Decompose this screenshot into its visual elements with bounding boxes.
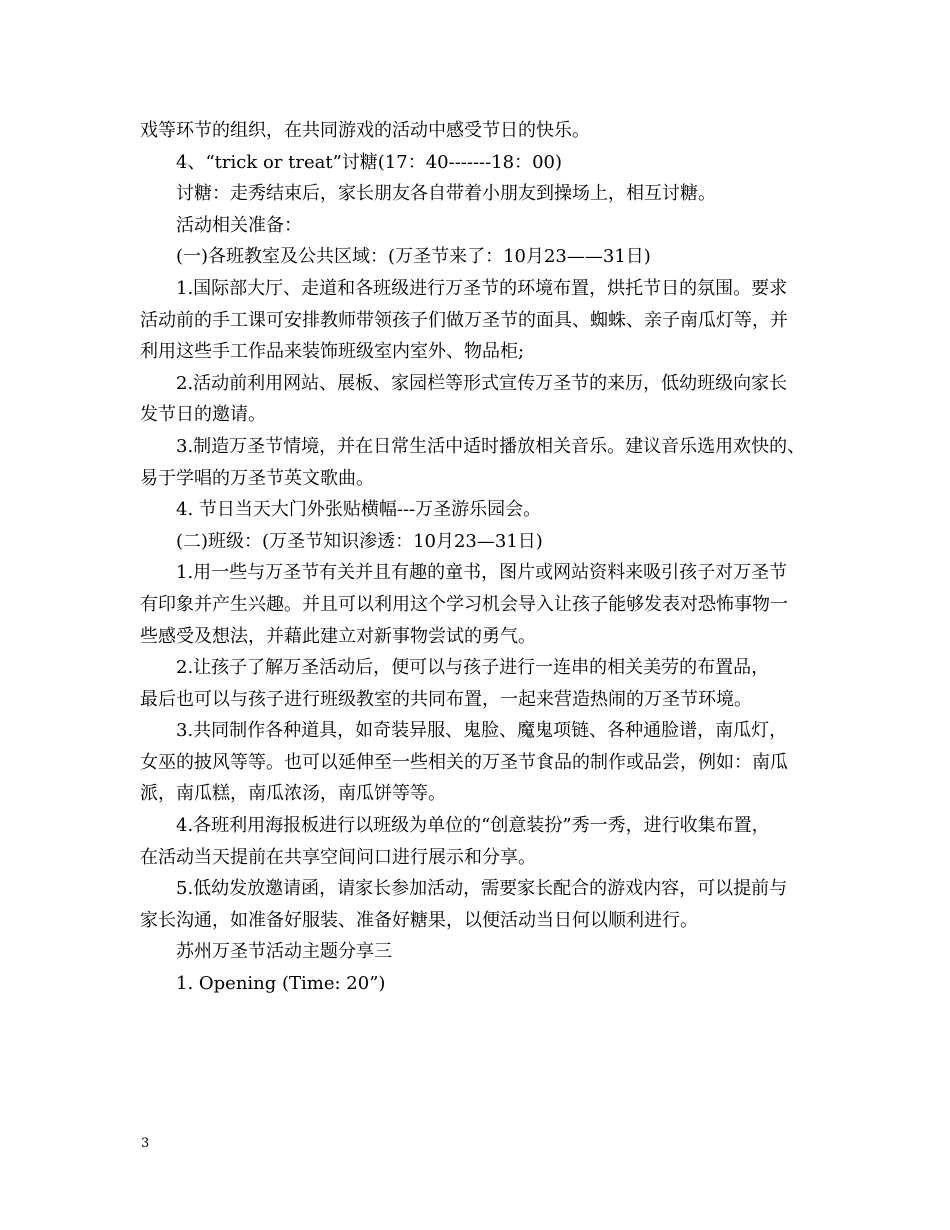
text-line: 4、“trick or treat”讨糖(17：40-------18：00) [176,151,563,173]
text-line: 3.制造万圣节情境，并在日常生活中适时播放相关音乐。建议音乐选用欢快的、 [176,435,806,457]
text-line: 2.让孩子了解万圣活动后，便可以与孩子进行一连串的相关美劳的布置品， [176,657,770,679]
text-line: 1.国际部大厅、走道和各班级进行万圣节的环境布置，烘托节日的氛围。要求 [176,277,788,299]
text-line: (二)班级：(万圣节知识渗透：10月23—31日) [176,530,543,552]
text-line: 3.共同制作各种道具，如奇装异服、鬼脸、魔鬼项链、各种通脸谱，南瓜灯， [176,720,788,742]
text-line: 4.各班利用海报板进行以班级为单位的“创意装扮”秀一秀，进行收集布置， [176,815,770,837]
text-line: 发节日的邀请。 [140,404,266,426]
page-number: 3 [141,1136,150,1151]
text-line: 1. Opening (Time: 20”) [176,973,386,995]
text-line: 最后也可以与孩子进行班级教室的共同布置，一起来营造热闹的万圣节环境。 [140,688,752,710]
text-line: (一)各班教室及公共区域：(万圣节来了：10月23——31日) [176,246,651,268]
text-line: 家长沟通，如准备好服装、准备好糖果，以便活动当日何以顺利进行。 [140,909,698,931]
text-line: 2.活动前利用网站、展板、家园栏等形式宣传万圣节的来历，低幼班级向家长 [176,372,788,394]
text-line: 活动前的手工课可安排教师带领孩子们做万圣节的面具、蜘蛛、亲子南瓜灯等，并 [140,309,788,331]
text-line: 1.用一些与万圣节有关并且有趣的童书，图片或网站资料来吸引孩子对万圣节 [176,562,788,584]
text-line: 4. 节日当天大门外张贴横幅---万圣游乐园会。 [176,499,542,521]
text-line: 苏州万圣节活动主题分享三 [176,941,392,963]
text-line: 些感受及想法，并藉此建立对新事物尝试的勇气。 [140,625,536,647]
text-line: 利用这些手工作品来装饰班级室内室外、物品柜; [140,341,525,363]
text-line: 派，南瓜糕，南瓜浓汤，南瓜饼等等。 [140,783,446,805]
text-line: 在活动当天提前在共享空间问口进行展示和分享。 [140,846,536,868]
text-line: 讨糖：走秀结束后，家长朋友各自带着小朋友到操场上，相互讨糖。 [176,183,716,205]
body-text [140,115,830,1000]
text-line: 活动相关准备： [176,214,302,236]
text-line: 有印象并产生兴趣。并且可以利用这个学习机会导入让孩子能够发表对恐怖事物一 [140,593,788,615]
text-line: 易于学唱的万圣节英文歌曲。 [140,467,374,489]
text-line: 戏等环节的组织，在共同游戏的活动中感受节日的快乐。 [140,120,590,141]
text-line: 5.低幼发放邀请函，请家长参加活动，需要家长配合的游戏内容，可以提前与 [176,878,788,900]
text-line: 女巫的披风等等。也可以延伸至一些相关的万圣节食品的制作或品尝，例如：南瓜 [140,751,788,773]
